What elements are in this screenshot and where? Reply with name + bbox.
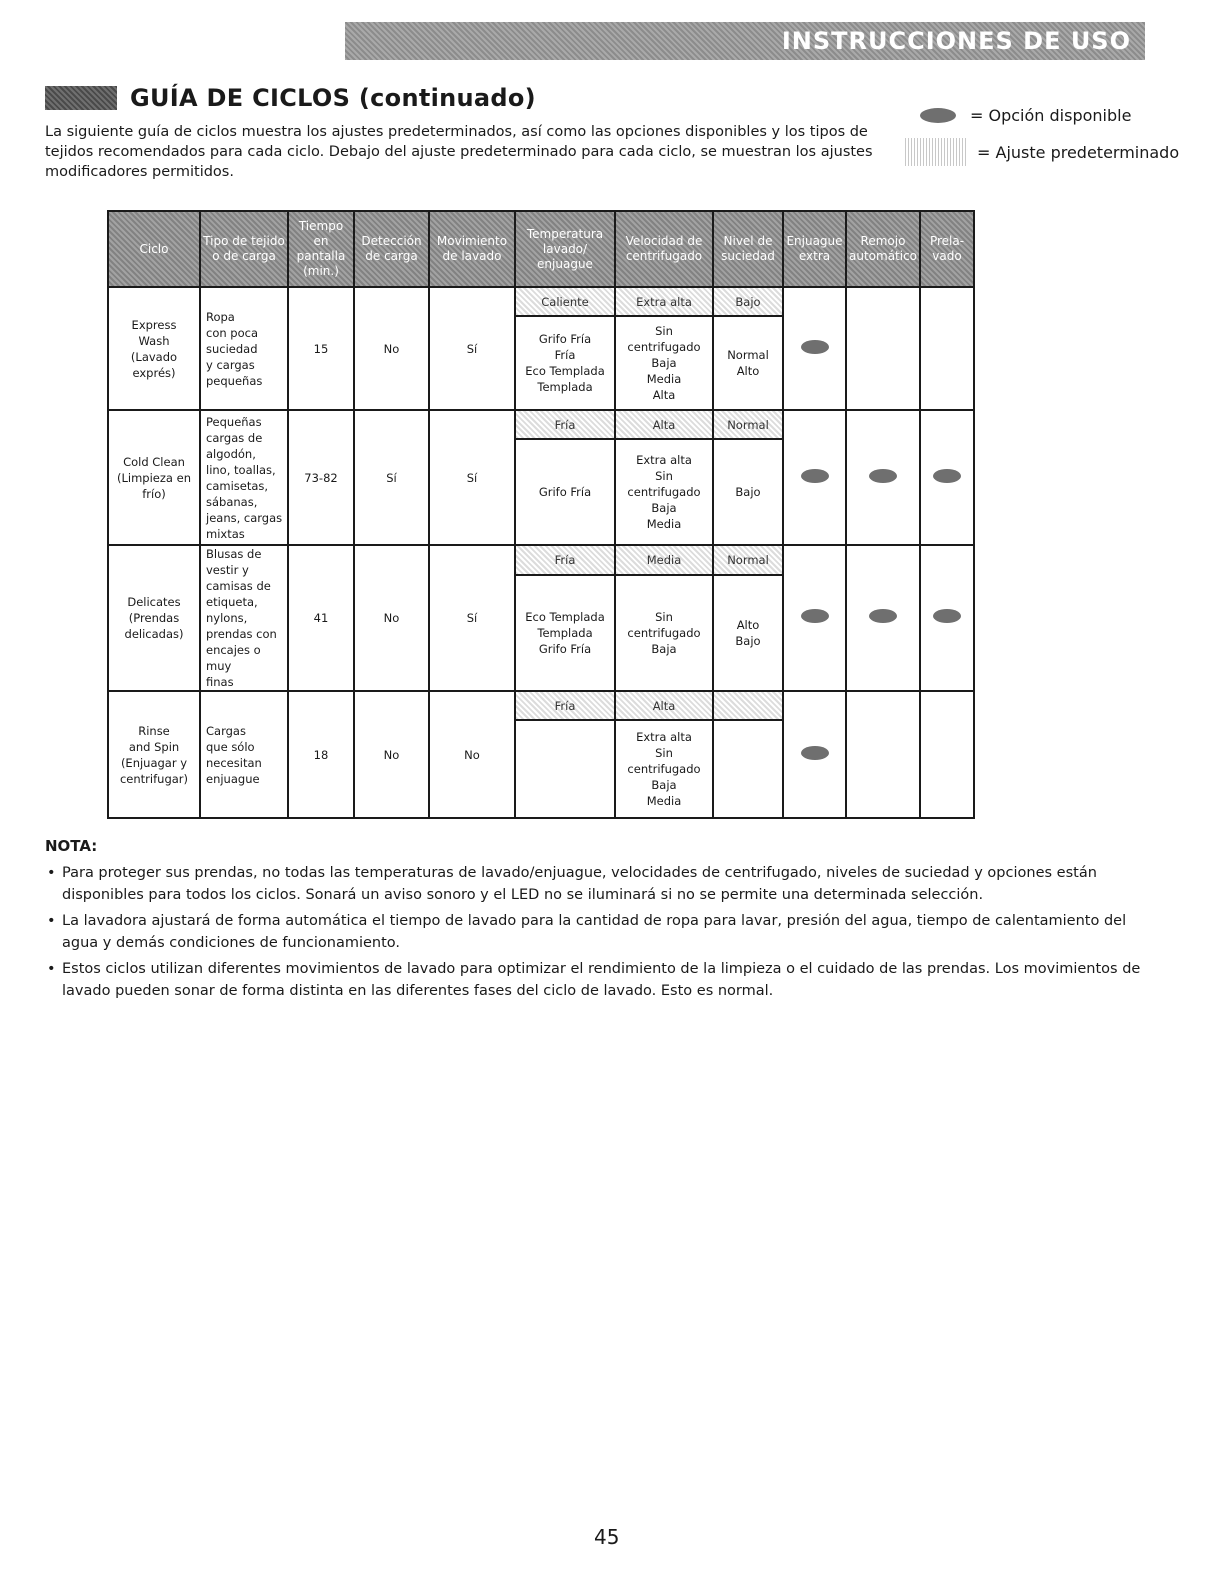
fabric-type-line: enjuague bbox=[206, 771, 260, 786]
header-soil: Nivel de suciedad bbox=[713, 211, 783, 287]
available-option-icon bbox=[869, 469, 897, 483]
default-soil: Normal bbox=[713, 410, 783, 439]
fabric-type-line: cargas de bbox=[206, 430, 263, 445]
fabric-type bbox=[200, 691, 288, 818]
note-item: • La lavadora ajustará de forma automática el tiempo de lavado para la cantidad de ropa para lavar, presión del agua, tiempo de calentamiento del agua y demás condiciones de funcionamiento. bbox=[45, 910, 1155, 954]
prewash-cell bbox=[920, 691, 974, 818]
cycle-name-line: Rinse bbox=[138, 723, 170, 738]
default-spin: Alta bbox=[615, 410, 713, 439]
extra-rinse-cell bbox=[783, 287, 846, 410]
extra-rinse-cell bbox=[783, 410, 846, 545]
fabric-type bbox=[200, 545, 288, 691]
wash-motion: Sí bbox=[429, 287, 515, 410]
extra-rinse-cell bbox=[783, 545, 846, 691]
fabric-type-line: algodón, bbox=[206, 446, 256, 461]
prewash-cell bbox=[920, 410, 974, 545]
fabric-type-line: nylons, bbox=[206, 611, 248, 625]
fabric-type-line: etiqueta, bbox=[206, 595, 258, 609]
available-option-icon bbox=[801, 609, 829, 623]
default-soil: Bajo bbox=[713, 287, 783, 316]
spin-options bbox=[615, 316, 713, 410]
cycle-name-line: (Lavado bbox=[130, 349, 178, 364]
cycle-name-line: (Enjuagar y bbox=[120, 755, 188, 770]
soil-options bbox=[713, 316, 783, 410]
wash-motion: Sí bbox=[429, 545, 515, 691]
temperature-options-line: Templada bbox=[537, 626, 593, 641]
cycle-name-line: and Spin bbox=[128, 739, 180, 754]
spin-options-line: centrifugado bbox=[627, 626, 701, 641]
temperature-options-line: Fría bbox=[554, 348, 576, 362]
fabric-type-line: que sólo bbox=[206, 739, 255, 754]
temperature-options-line: Grifo Fría bbox=[538, 642, 592, 657]
spin-options-line: Extra alta bbox=[636, 730, 692, 744]
header-time: Tiempo en pantalla (min.) bbox=[288, 211, 354, 287]
legend-default-label: = Ajuste predeterminado bbox=[977, 142, 1180, 162]
auto-soak-cell bbox=[846, 287, 920, 410]
soil-options-line: Alto bbox=[736, 364, 760, 378]
available-option-icon bbox=[801, 746, 829, 760]
temperature-options bbox=[515, 720, 615, 818]
available-option-icon bbox=[801, 340, 829, 354]
fabric-type-line: pequeñas bbox=[206, 373, 263, 388]
note-item: • Para proteger sus prendas, no todas las temperaturas de lavado/enjuague, velocidades de centrifugado, niveles de suciedad y opciones están disponibles para todos los ciclos. Sonará un aviso sonoro y el LED no se iluminará si no se permite una determinada selección. bbox=[45, 862, 1155, 906]
cycle-name-line: (Limpieza en bbox=[117, 470, 191, 485]
fabric-type-line: camisetas, bbox=[206, 478, 269, 493]
header-spin: Velocidad de centrifugado bbox=[615, 211, 713, 287]
display-time: 15 bbox=[288, 287, 354, 410]
fabric-type-line: encajes o muy bbox=[206, 643, 261, 673]
soil-options-line: Normal bbox=[727, 348, 769, 362]
load-detect: Sí bbox=[354, 410, 429, 545]
header-fabric: Tipo de tejido o de carga bbox=[200, 211, 288, 287]
spin-options-line: Baja bbox=[651, 356, 677, 370]
default-setting-icon bbox=[905, 138, 967, 166]
header-cycle: Ciclo bbox=[108, 211, 200, 287]
display-time: 18 bbox=[288, 691, 354, 818]
soil-options bbox=[713, 575, 783, 691]
header-load-detect: Detección de carga bbox=[354, 211, 429, 287]
available-option-icon bbox=[933, 609, 961, 623]
notes-list bbox=[45, 862, 1155, 1006]
default-spin: Extra alta bbox=[615, 287, 713, 316]
soil-options-line: Bajo bbox=[735, 634, 761, 649]
soil-options bbox=[713, 439, 783, 545]
spin-options-line: centrifugado bbox=[627, 485, 701, 499]
cycle-name bbox=[108, 545, 200, 691]
legend-available bbox=[920, 106, 1131, 125]
fabric-type-line: Blusas de bbox=[206, 547, 262, 561]
spin-options-line: Alta bbox=[652, 388, 676, 402]
table-header-row bbox=[108, 211, 974, 287]
section-banner bbox=[345, 22, 1145, 60]
table-row bbox=[108, 545, 974, 575]
available-option-icon bbox=[869, 609, 897, 623]
cycle-name-line: Express bbox=[131, 317, 177, 332]
default-temperature: Caliente bbox=[515, 287, 615, 316]
section-banner-label: INSTRUCCIONES DE USO bbox=[781, 27, 1131, 55]
default-soil bbox=[713, 691, 783, 720]
header-extra-rinse: Enjuague extra bbox=[783, 211, 846, 287]
fabric-type-line: vestir y bbox=[206, 563, 249, 577]
auto-soak-cell bbox=[846, 545, 920, 691]
header-prewash: Prela- vado bbox=[920, 211, 974, 287]
default-temperature: Fría bbox=[515, 410, 615, 439]
fabric-type bbox=[200, 287, 288, 410]
fabric-type-line: Pequeñas bbox=[206, 414, 262, 429]
spin-options-line: centrifugado bbox=[627, 762, 701, 776]
fabric-type-line: camisas de bbox=[206, 579, 271, 593]
spin-options-line: Extra alta bbox=[636, 453, 692, 467]
spin-options-line: Media bbox=[646, 794, 682, 808]
temperature-options-line: Eco Templada bbox=[525, 610, 605, 625]
auto-soak-cell bbox=[846, 410, 920, 545]
header-temperature: Temperatura lavado/ enjuague bbox=[515, 211, 615, 287]
fabric-type-line: suciedad bbox=[206, 341, 258, 356]
spin-options bbox=[615, 720, 713, 818]
fabric-type-line: lino, toallas, bbox=[206, 462, 276, 477]
page-number: 45 bbox=[594, 1525, 620, 1549]
cycle-name-line: Delicates bbox=[127, 595, 181, 609]
cycle-name-line: (Prendas bbox=[128, 611, 180, 625]
cycle-guide-table bbox=[107, 210, 975, 819]
wash-motion: No bbox=[429, 691, 515, 818]
available-option-icon bbox=[801, 469, 829, 483]
fabric-type-line: sábanas, bbox=[206, 494, 258, 509]
extra-rinse-cell bbox=[783, 691, 846, 818]
load-detect: No bbox=[354, 545, 429, 691]
wash-motion: Sí bbox=[429, 410, 515, 545]
legend-available-label: = Opción disponible bbox=[970, 106, 1132, 125]
note-item: • Estos ciclos utilizan diferentes movimientos de lavado para optimizar el rendimiento de la limpieza o el cuidado de las prendas. Los movimientos de lavado pueden sonar de forma distinta en las diferentes fases del ciclo de lavado. Esto es normal. bbox=[45, 958, 1155, 1002]
fabric-type-line: prendas con bbox=[206, 627, 277, 641]
temperature-options-line: Grifo Fría bbox=[538, 332, 592, 346]
title-marker-block bbox=[45, 86, 117, 110]
cycle-name-line: Wash bbox=[138, 333, 170, 348]
default-spin: Media bbox=[615, 545, 713, 575]
soil-options bbox=[713, 720, 783, 818]
load-detect: No bbox=[354, 691, 429, 818]
spin-options-line: Sin bbox=[655, 746, 673, 760]
spin-options bbox=[615, 439, 713, 545]
default-temperature: Fría bbox=[515, 691, 615, 720]
soil-options-line: Bajo bbox=[735, 485, 761, 499]
auto-soak-cell bbox=[846, 691, 920, 818]
table-row bbox=[108, 410, 974, 439]
fabric-type-line: Cargas bbox=[206, 723, 246, 738]
temperature-options-line: Templada bbox=[537, 380, 593, 394]
spin-options-line: centrifugado bbox=[627, 340, 701, 354]
fabric-type-line: con poca bbox=[206, 325, 259, 340]
display-time: 73-82 bbox=[288, 410, 354, 545]
default-temperature: Fría bbox=[515, 545, 615, 575]
fabric-type bbox=[200, 410, 288, 545]
soil-options-line: Alto bbox=[736, 618, 760, 633]
temperature-options bbox=[515, 575, 615, 691]
cycle-name-line: frío) bbox=[142, 486, 166, 501]
page-title: GUÍA DE CICLOS (continuado) bbox=[130, 84, 536, 112]
cycle-name bbox=[108, 691, 200, 818]
cycle-name-line: exprés) bbox=[132, 365, 176, 380]
default-spin: Alta bbox=[615, 691, 713, 720]
spin-options-line: Media bbox=[646, 517, 682, 531]
temperature-options bbox=[515, 439, 615, 545]
fabric-type-line: Ropa bbox=[206, 309, 235, 324]
temperature-options-line: Grifo Fría bbox=[538, 485, 592, 499]
available-option-icon bbox=[933, 469, 961, 483]
spin-options-line: Baja bbox=[651, 501, 677, 515]
cycle-name-line: Cold Clean bbox=[123, 454, 185, 469]
temperature-options bbox=[515, 316, 615, 410]
default-soil: Normal bbox=[713, 545, 783, 575]
display-time: 41 bbox=[288, 545, 354, 691]
load-detect: No bbox=[354, 287, 429, 410]
cycle-name bbox=[108, 410, 200, 545]
spin-options-line: Media bbox=[646, 372, 682, 386]
spin-options bbox=[615, 575, 713, 691]
fabric-type-line: y cargas bbox=[206, 357, 255, 372]
fabric-type-line: necesitan bbox=[206, 755, 262, 770]
cycle-name-line: centrifugar) bbox=[119, 771, 189, 786]
header-wash-motion: Movimiento de lavado bbox=[429, 211, 515, 287]
cycle-name-line: delicadas) bbox=[124, 627, 184, 641]
available-option-icon bbox=[920, 108, 956, 123]
spin-options-line: Sin bbox=[655, 610, 673, 625]
spin-options-line: Baja bbox=[651, 778, 677, 792]
table-row bbox=[108, 287, 974, 316]
fabric-type-line: jeans, cargas bbox=[206, 510, 283, 525]
spin-options-line: Sin bbox=[655, 324, 673, 338]
prewash-cell bbox=[920, 287, 974, 410]
spin-options-line: Baja bbox=[651, 642, 677, 657]
header-auto-soak: Remojo automático bbox=[846, 211, 920, 287]
cycle-name bbox=[108, 287, 200, 410]
intro-paragraph: La siguiente guía de ciclos muestra los ajustes predeterminados, así como las opciones disponibles y los tipos de tejidos recomendados para cada ciclo. Debajo del ajuste predeterminado para cada ciclo, se muestran los ajustes modificadores permitidos. bbox=[45, 124, 873, 180]
notes-title: NOTA: bbox=[45, 837, 98, 855]
temperature-options-line: Eco Templada bbox=[525, 364, 605, 378]
table-row bbox=[108, 691, 974, 720]
fabric-type-line: mixtas bbox=[206, 526, 245, 541]
spin-options-line: Sin bbox=[655, 469, 673, 483]
prewash-cell bbox=[920, 545, 974, 691]
legend-default bbox=[905, 138, 1179, 166]
fabric-type-line: finas bbox=[206, 675, 234, 689]
